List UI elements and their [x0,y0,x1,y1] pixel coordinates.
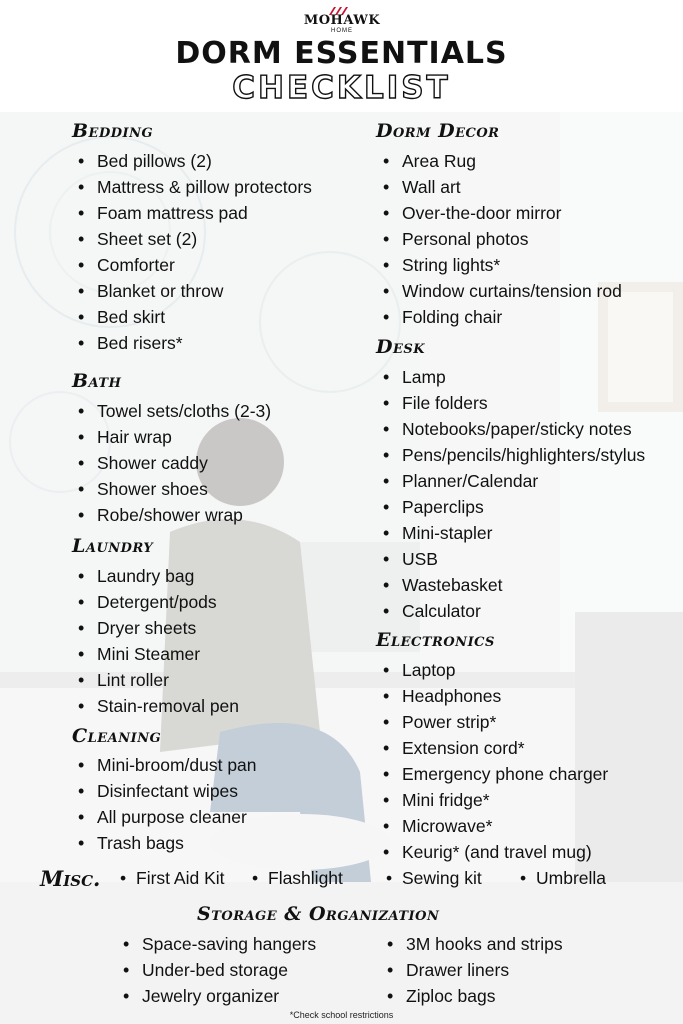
list-item: • Jewelry organizer [118,983,316,1009]
list-item: • Flashlight [248,868,343,889]
desk-list [378,364,645,624]
list-item: • Paperclips [378,494,645,520]
list-item: • Keurig* (and travel mug) [378,839,608,865]
electronics-list [378,657,608,865]
list-item: • Pens/pencils/highlighters/stylus [378,442,645,468]
list-item: • Mini-stapler [378,520,645,546]
list-item: • Umbrella [516,868,606,889]
list-item: • Power strip* [378,709,608,735]
section-heading-bath: Bath [72,370,122,392]
list-item: • Drawer liners [382,957,563,983]
list-item: • Bed skirt [73,304,312,330]
page-subtitle: CHECKLIST [232,70,451,106]
section-heading-desk: Desk [376,336,426,358]
list-item: • Space-saving hangers [118,931,316,957]
footnote: *Check school restrictions [289,1010,394,1020]
section-heading-laundry: Laundry [72,535,154,557]
dorm-decor-list [378,148,622,330]
laundry-list [73,563,239,719]
list-item: • Window curtains/tension rod [378,278,622,304]
list-item: • Sheet set (2) [73,226,312,252]
list-item: • Lint roller [73,667,239,693]
misc-row [40,866,680,894]
list-item: • Laptop [378,657,608,683]
list-item: • All purpose cleaner [73,804,257,830]
list-item: • 3M hooks and strips [382,931,563,957]
brand-sub: HOME [331,28,353,34]
list-item: • Extension cord* [378,735,608,761]
list-item: • Area Rug [378,148,622,174]
cleaning-list [73,752,257,856]
list-item: • Blanket or throw [73,278,312,304]
list-item: • Shower shoes [73,476,271,502]
list-item: • Sewing kit [382,868,482,889]
list-item: • Disinfectant wipes [73,778,257,804]
list-item: • Hair wrap [73,424,271,450]
list-item: • Personal photos [378,226,622,252]
list-item: • Calculator [378,598,645,624]
list-item: • Trash bags [73,830,257,856]
page-title: DORM ESSENTIALS [175,36,508,71]
list-item: • Mini Steamer [73,641,239,667]
list-item: • Detergent/pods [73,589,239,615]
list-item: • Under-bed storage [118,957,316,983]
list-item: • Stain-removal pen [73,693,239,719]
section-heading-electronics: Electronics [376,629,495,651]
section-heading-misc: Misc. [40,866,101,891]
list-item: • First Aid Kit [116,868,225,889]
list-item: • Foam mattress pad [73,200,312,226]
list-item: • String lights* [378,252,622,278]
list-item: • Laundry bag [73,563,239,589]
list-item: • Wall art [378,174,622,200]
section-heading-dorm-decor: Dorm Decor [376,120,500,142]
list-item: • Lamp [378,364,645,390]
list-item: • Bed risers* [73,330,312,356]
list-item: • Planner/Calendar [378,468,645,494]
list-item: • File folders [378,390,645,416]
storage-list-right [382,931,563,1009]
list-item: • Headphones [378,683,608,709]
section-heading-cleaning: Cleaning [72,725,162,747]
list-item: • Emergency phone charger [378,761,608,787]
section-heading-bedding: Bedding [72,120,154,142]
list-item: • USB [378,546,645,572]
list-item: • Shower caddy [73,450,271,476]
list-item: • Over-the-door mirror [378,200,622,226]
list-item: • Mattress & pillow protectors [73,174,312,200]
list-item: • Microwave* [378,813,608,839]
storage-list-left [118,931,316,1009]
list-item: • Dryer sheets [73,615,239,641]
list-item: • Robe/shower wrap [73,502,271,528]
header [0,0,683,112]
brand-name: MOHAWK [303,13,381,28]
list-item: • Notebooks/paper/sticky notes [378,416,645,442]
list-item: • Wastebasket [378,572,645,598]
bedding-list [73,148,312,356]
bath-list [73,398,271,528]
list-item: • Ziploc bags [382,983,563,1009]
list-item: • Mini-broom/dust pan [73,752,257,778]
list-item: • Bed pillows (2) [73,148,312,174]
list-item: • Mini fridge* [378,787,608,813]
list-item: • Towel sets/cloths (2-3) [73,398,271,424]
list-item: • Folding chair [378,304,622,330]
section-heading-storage: Storage & Organization [197,903,440,925]
list-item: • Comforter [73,252,312,278]
